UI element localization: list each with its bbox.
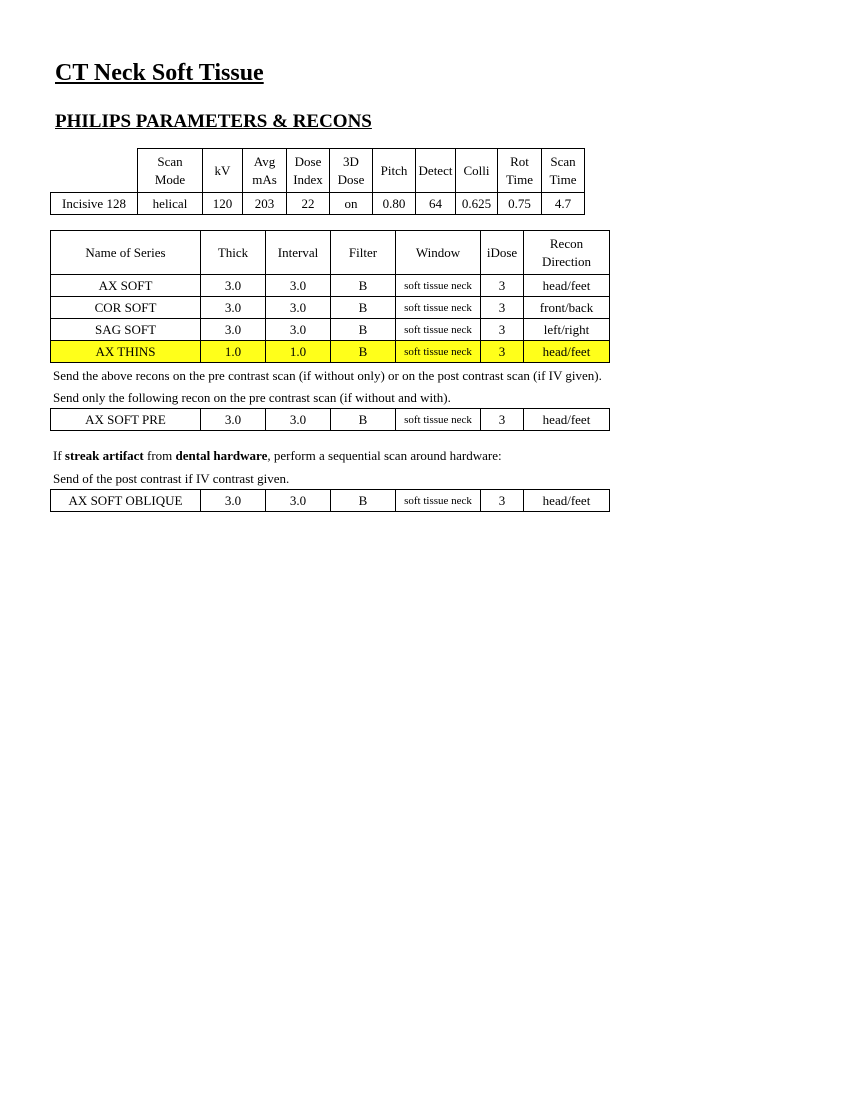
- header-detect: Detect: [416, 149, 456, 193]
- thick-cell: 3.0: [201, 319, 266, 341]
- recon-direction-cell: head/feet: [524, 341, 610, 363]
- filter-cell: B: [331, 490, 396, 512]
- window-cell: soft tissue neck: [396, 275, 481, 297]
- section-heading: PHILIPS PARAMETERS & RECONS: [55, 111, 372, 132]
- note-send-only: Send only the following recon on the pre contrast scan (if without and with).: [53, 390, 451, 405]
- header-pitch: Pitch: [373, 149, 416, 193]
- detect-cell: 64: [416, 193, 456, 215]
- oblique-series-table: [50, 489, 610, 512]
- header-series-name: Name of Series: [51, 231, 201, 275]
- page-title: CT Neck Soft Tissue: [55, 60, 264, 86]
- note-send-above: Send the above recons on the pre contrast scan (if without only) or on the post contrast scan (if IV given).: [53, 368, 602, 383]
- interval-cell: 1.0: [266, 341, 331, 363]
- scan-time-cell: 4.7: [542, 193, 585, 215]
- idose-cell: 3: [481, 409, 524, 431]
- scanner-cell: Incisive 128: [51, 193, 138, 215]
- recon-direction-cell: head/feet: [524, 275, 610, 297]
- recon-series-table: [50, 230, 610, 363]
- header-interval: Interval: [266, 231, 331, 275]
- window-cell: soft tissue neck: [396, 409, 481, 431]
- scan-data-row: [51, 193, 585, 215]
- window-cell: soft tissue neck: [396, 297, 481, 319]
- header-rot-time: Rot Time: [498, 149, 542, 193]
- series-name-cell: AX THINS: [51, 341, 201, 363]
- thick-cell: 3.0: [201, 275, 266, 297]
- kv-cell: 120: [203, 193, 243, 215]
- rot-time-cell: 0.75: [498, 193, 542, 215]
- header-window: Window: [396, 231, 481, 275]
- empty-header-cell: [51, 149, 138, 193]
- interval-cell: 3.0: [266, 297, 331, 319]
- avg-mas-cell: 203: [243, 193, 287, 215]
- header-avg-mas: Avg mAs: [243, 149, 287, 193]
- recon-direction-cell: front/back: [524, 297, 610, 319]
- recon-direction-cell: left/right: [524, 319, 610, 341]
- filter-cell: B: [331, 319, 396, 341]
- interval-cell: 3.0: [266, 409, 331, 431]
- series-name-cell: AX SOFT PRE: [51, 409, 201, 431]
- colli-cell: 0.625: [456, 193, 498, 215]
- scan-parameters-table: [50, 148, 585, 215]
- series-name-cell: AX SOFT OBLIQUE: [51, 490, 201, 512]
- table-row: [51, 409, 610, 431]
- thick-cell: 3.0: [201, 409, 266, 431]
- series-header-row: [51, 231, 610, 275]
- table-row: [51, 297, 610, 319]
- header-scan-mode: Scan Mode: [138, 149, 203, 193]
- idose-cell: 3: [481, 275, 524, 297]
- series-name-cell: SAG SOFT: [51, 319, 201, 341]
- idose-cell: 3: [481, 490, 524, 512]
- table-row: [51, 319, 610, 341]
- pre-contrast-table: [50, 408, 610, 431]
- filter-cell: B: [331, 409, 396, 431]
- dose-index-cell: 22: [287, 193, 330, 215]
- table-row: [51, 275, 610, 297]
- interval-cell: 3.0: [266, 319, 331, 341]
- idose-cell: 3: [481, 341, 524, 363]
- header-filter: Filter: [331, 231, 396, 275]
- scan-mode-cell: helical: [138, 193, 203, 215]
- interval-cell: 3.0: [266, 490, 331, 512]
- 3d-dose-cell: on: [330, 193, 373, 215]
- header-recon-direction: Recon Direction: [524, 231, 610, 275]
- header-kv: kV: [203, 149, 243, 193]
- filter-cell: B: [331, 341, 396, 363]
- header-dose-index: Dose Index: [287, 149, 330, 193]
- window-cell: soft tissue neck: [396, 319, 481, 341]
- header-thick: Thick: [201, 231, 266, 275]
- series-name-cell: AX SOFT: [51, 275, 201, 297]
- note-send-post: Send of the post contrast if IV contrast given.: [53, 471, 290, 486]
- idose-cell: 3: [481, 319, 524, 341]
- thick-cell: 3.0: [201, 297, 266, 319]
- header-3d-dose: 3D Dose: [330, 149, 373, 193]
- highlighted-table-row: [51, 341, 610, 363]
- table-row: [51, 490, 610, 512]
- recon-direction-cell: head/feet: [524, 409, 610, 431]
- idose-cell: 3: [481, 297, 524, 319]
- filter-cell: B: [331, 297, 396, 319]
- window-cell: soft tissue neck: [396, 341, 481, 363]
- header-idose: iDose: [481, 231, 524, 275]
- header-scan-time: Scan Time: [542, 149, 585, 193]
- note-streak-artifact: If streak artifact from dental hardware, perform a sequential scan around hardware:: [53, 448, 502, 463]
- recon-direction-cell: head/feet: [524, 490, 610, 512]
- interval-cell: 3.0: [266, 275, 331, 297]
- filter-cell: B: [331, 275, 396, 297]
- thick-cell: 1.0: [201, 341, 266, 363]
- scan-header-row: [51, 149, 585, 193]
- header-colli: Colli: [456, 149, 498, 193]
- thick-cell: 3.0: [201, 490, 266, 512]
- window-cell: soft tissue neck: [396, 490, 481, 512]
- pitch-cell: 0.80: [373, 193, 416, 215]
- series-name-cell: COR SOFT: [51, 297, 201, 319]
